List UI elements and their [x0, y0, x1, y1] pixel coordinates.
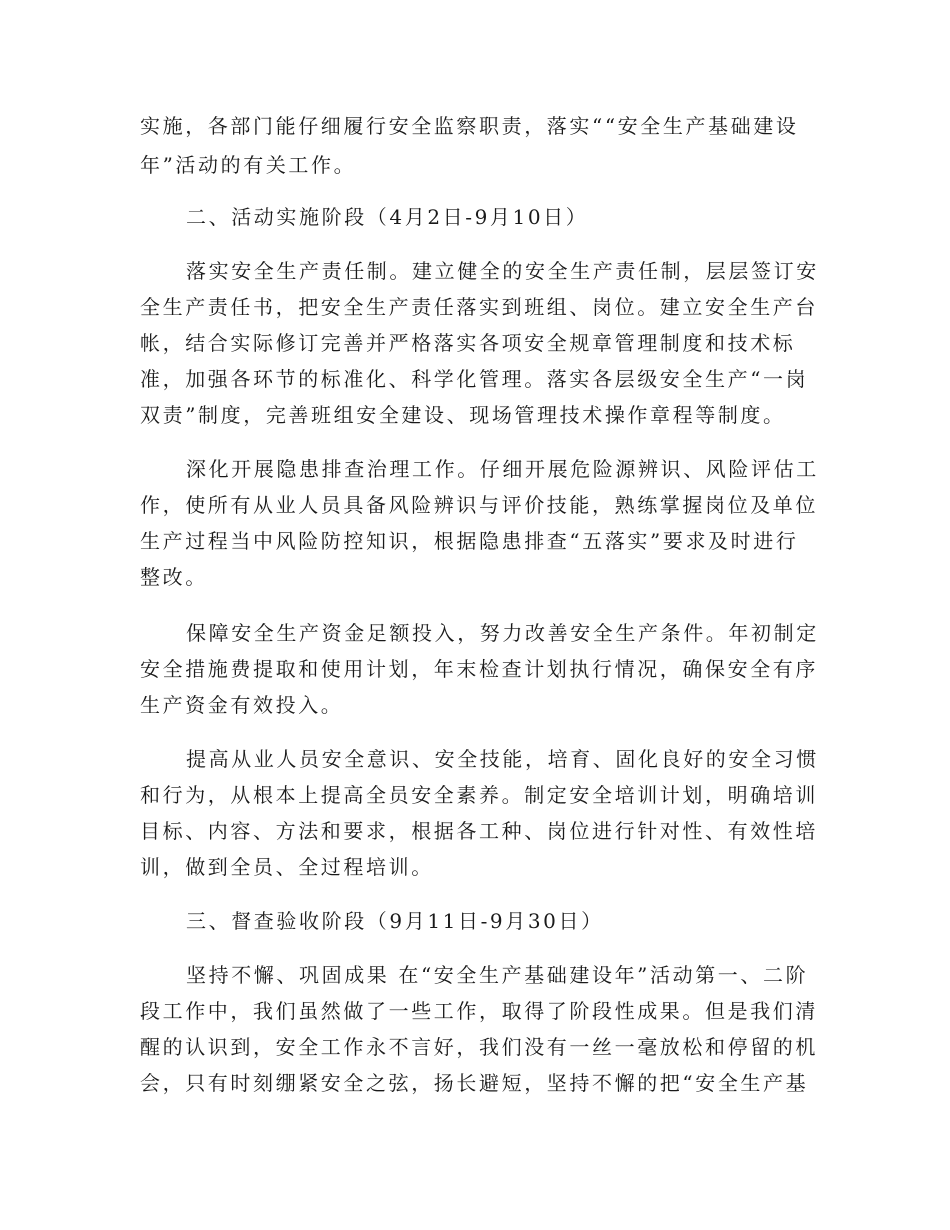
text-line: 和行为，从根本上提高全员安全素养。制定安全培训计划，明确培训: [140, 783, 818, 807]
text-line: 提高从业人员安全意识、安全技能，培育、固化良好的安全习惯: [186, 747, 819, 771]
text-line: 准，加强各环节的标准化、科学化管理。落实各层级安全生产“一岗: [140, 367, 809, 391]
text-line: 实施，各部门能仔细履行安全监察职责，落实““安全生产基础建设: [140, 114, 799, 138]
text-line: 年”活动的有关工作。: [140, 153, 357, 177]
section-heading: 二、活动实施阶段（4月2日-9月10日）: [186, 205, 589, 229]
text-line: 目标、内容、方法和要求，根据各工种、岗位进行针对性、有效性培: [140, 819, 818, 843]
text-line: 落实安全生产责任制。建立健全的安全生产责任制，层层签订安: [186, 259, 819, 283]
text-line: 作，使所有从业人员具备风险辨识与评价技能，熟练掌握岗位及单位: [140, 493, 818, 517]
text-line: 训，做到全员、全过程培训。: [140, 855, 434, 879]
text-line: 醒的认识到，安全工作永不言好，我们没有一丝一毫放松和停留的机: [140, 1035, 818, 1059]
text-line: 帐，结合实际修订完善并严格落实各项安全规章管理制度和技术标: [140, 331, 796, 355]
text-line: 生产资金有效投入。: [140, 693, 344, 717]
text-line: 生产过程当中风险防控知识，根据隐患排查“五落实”要求及时进行: [140, 529, 799, 553]
text-line: 会，只有时刻绷紧安全之弦，扬长避短，坚持不懈的把“安全生产基: [140, 1071, 809, 1095]
text-line: 段工作中，我们虽然做了一些工作，取得了阶段性成果。但是我们清: [140, 999, 818, 1023]
text-line: 保障安全生产资金足额投入，努力改善安全生产条件。年初制定: [186, 621, 819, 645]
text-line: 安全措施费提取和使用计划，年末检查计划执行情况，确保安全有序: [140, 657, 818, 681]
text-line: 双责”制度，完善班组安全建设、现场管理技术操作章程等制度。: [140, 403, 786, 427]
text-line: 全生产责任书，把安全生产责任落实到班组、岗位。建立安全生产台: [140, 295, 818, 319]
text-line: 坚持不懈、巩固成果 在“安全生产基础建设年”活动第一、二阶: [186, 963, 809, 987]
text-line: 整改。: [140, 565, 208, 589]
text-line: 深化开展隐患排查治理工作。仔细开展危险源辨识、风险评估工: [186, 457, 819, 481]
section-heading: 三、督查验收阶段（9月11日-9月30日）: [186, 909, 604, 933]
